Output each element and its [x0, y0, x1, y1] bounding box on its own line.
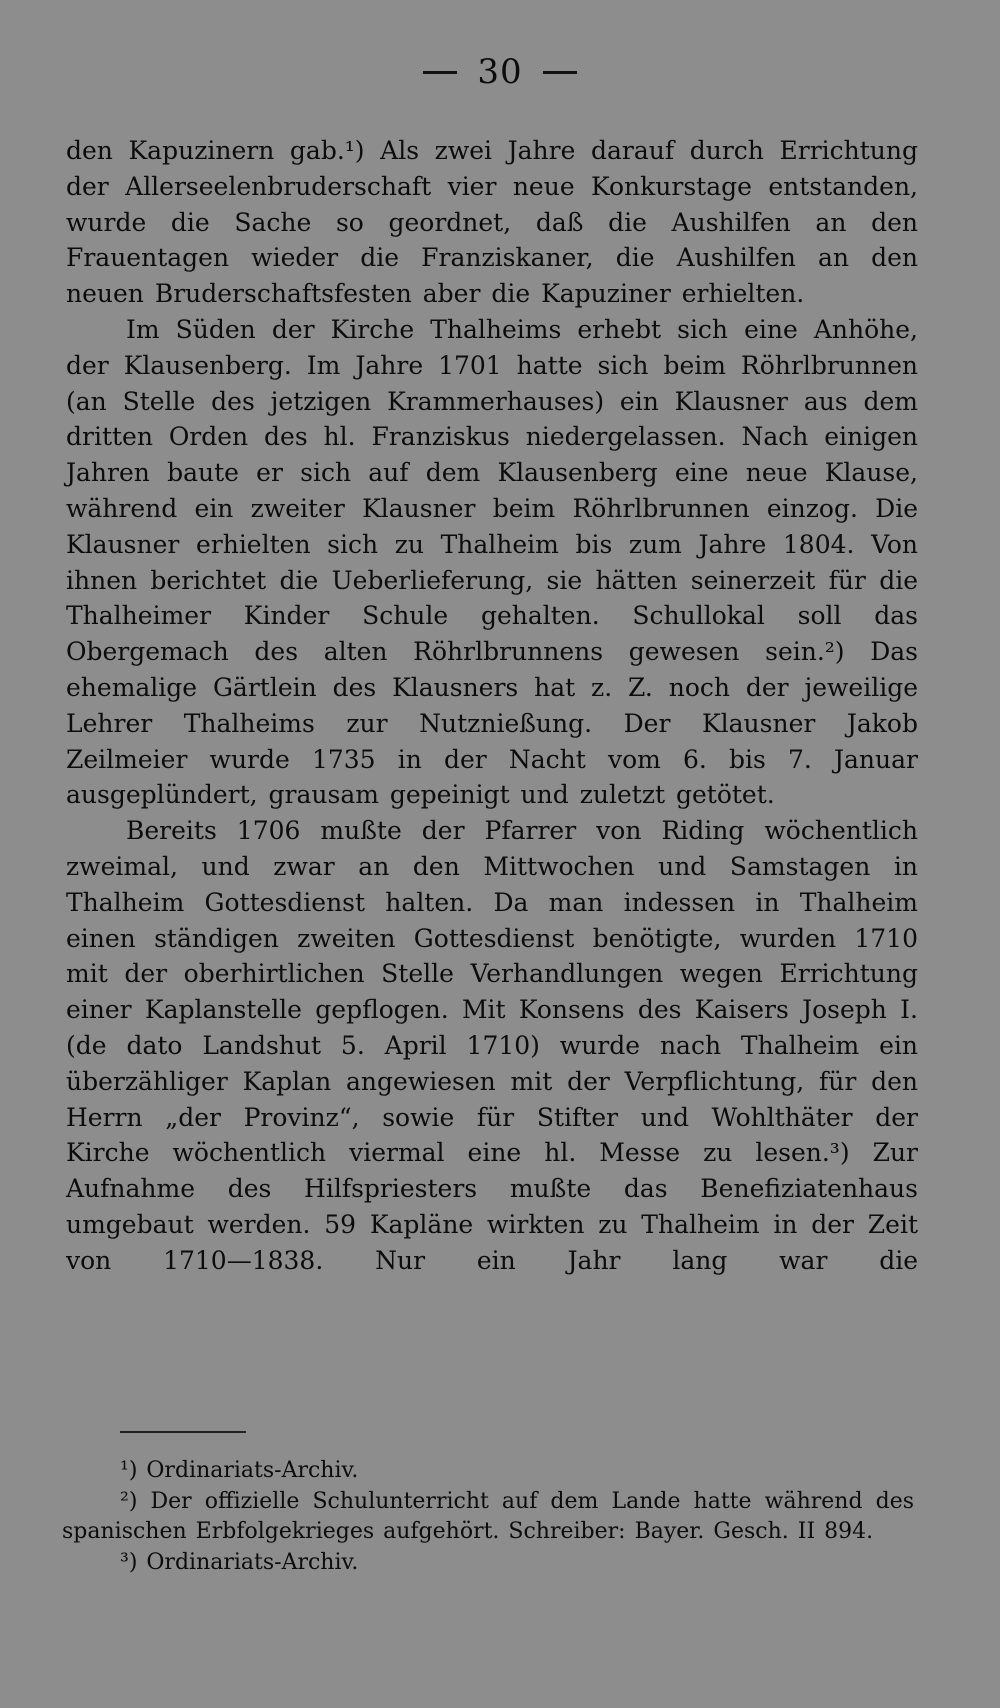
header-dash-left: [423, 71, 457, 74]
header-dash-right: [543, 71, 577, 74]
page-header: [0, 50, 1000, 94]
paragraph-1: den Kapuzinern gab.¹) Als zwei Jahre darauf durch Errichtung der Allerseelenbruderschaft vier neue Konkurstage entstanden, wurde die Sache so geordnet, daß die Aushilfen an den Frauentagen wieder die Franziskaner, die Aushilfen an den neuen Bruderschaftsfesten aber die Kapuziner erhielten.: [66, 136, 918, 309]
footnote-3: ³) Ordinariats-Archiv.: [120, 1549, 359, 1575]
footnote-2: ²) Der offizielle Schulunterricht auf dem Lande hatte während des spanischen Erbfolgekrieges aufgehört. Schreiber: Bayer. Gesch. II 894.: [62, 1488, 914, 1544]
footnote-separator: [120, 1431, 246, 1433]
footnotes: [62, 1456, 914, 1578]
page-number: 30: [477, 52, 523, 92]
body-text: [66, 133, 918, 1279]
paragraph-3: Bereits 1706 mußte der Pfarrer von Riding wöchentlich zweimal, und zwar an den Mittwochen und Samstagen in Thalheim Gottesdienst halten. Da man indessen in Thalheim einen ständigen zweiten Gottesdienst benötigte, wurden 1710 mit der oberhirtlichen Stelle Verhandlungen wegen Errichtung einer Kaplanstelle gepflogen. Mit Konsens des Kaisers Joseph I. (de dato Landshut 5. April 1710) wurde nach Thalheim ein überzähliger Kaplan angewiesen mit der Verpflichtung, für den Herrn „der Provinz“, sowie für Stifter und Wohlthäter der Kirche wöchentlich viermal eine hl. Messe zu lesen.³) Zur Aufnahme des Hilfspriesters mußte das Benefiziatenhaus umgebaut werden. 59 Kapläne wirkten zu Thalheim in der Zeit von 1710—1838. Nur ein Jahr lang war die: [66, 816, 918, 1275]
footnote-1: ¹) Ordinariats-Archiv.: [120, 1458, 359, 1483]
paragraph-2: Im Süden der Kirche Thalheims erhebt sich eine Anhöhe, der Klausenberg. Im Jahre 1701 hatte sich beim Röhrlbrunnen (an Stelle des jetzigen Krammerhauses) ein Klausner aus dem dritten Orden des hl. Franziskus niedergelassen. Nach einigen Jahren baute er sich auf dem Klausenberg eine neue Klause, während ein zweiter Klausner beim Röhrlbrunnen einzog. Die Klausner erhielten sich zu Thalheim bis zum Jahre 1804. Von ihnen berichtet die Ueberlieferung, sie hätten seinerzeit für die Thalheimer Kinder Schule gehalten. Schullokal soll das Obergemach des alten Röhrlbrunnens gewesen sein.²) Das ehemalige Gärtlein des Klausners hat z. Z. noch der jeweilige Lehrer Thalheims zur Nutznießung. Der Klausner Jakob Zeilmeier wurde 1735 in der Nacht vom 6. bis 7. Januar ausgeplündert, grausam gepeinigt und zuletzt getötet.: [66, 314, 918, 810]
